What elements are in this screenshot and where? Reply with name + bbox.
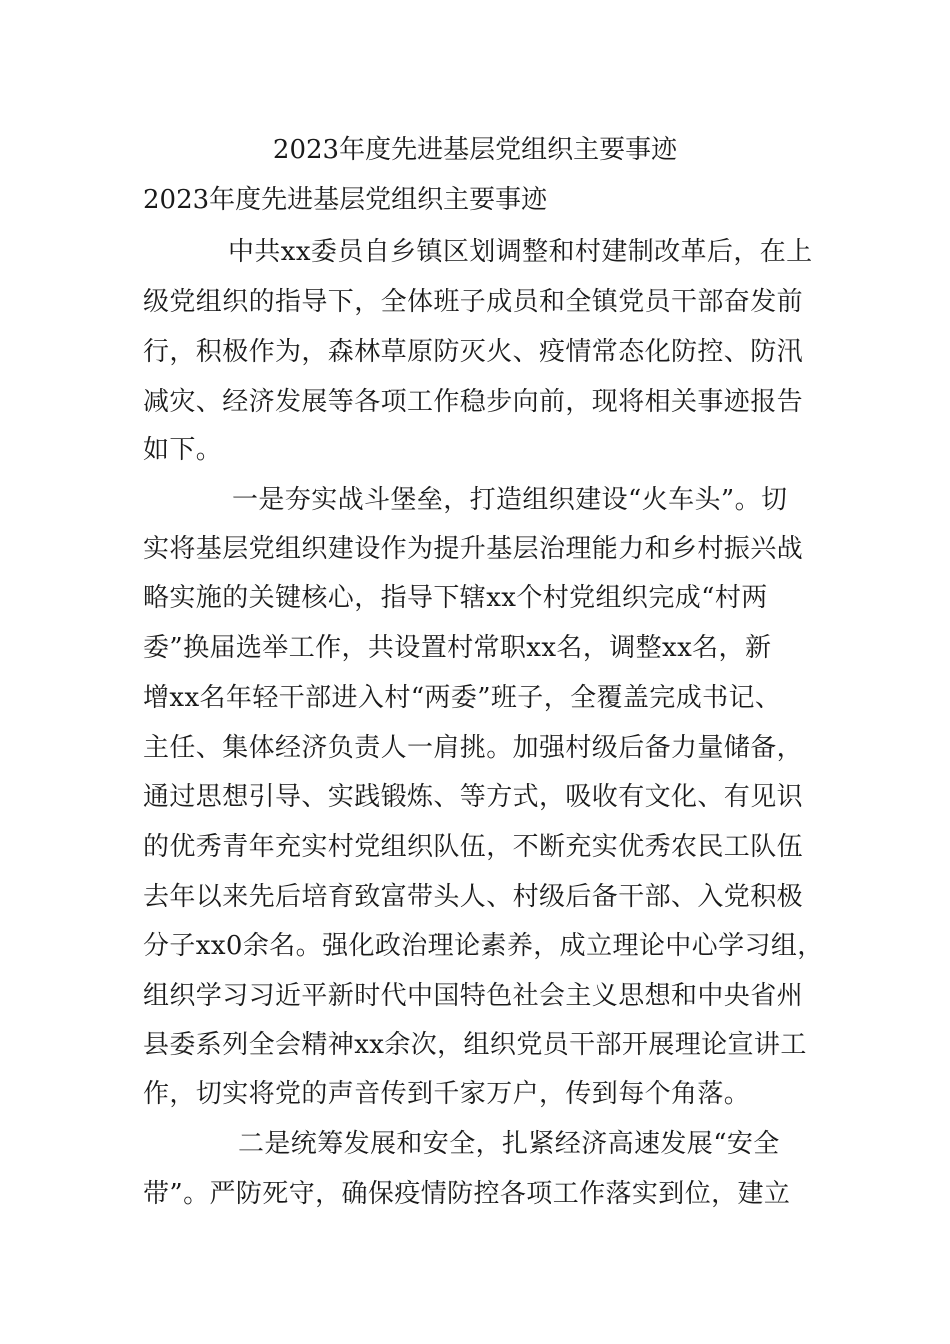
body-line: 行，积极作为，森林草原防灭火、疫情常态化防控、防汛	[143, 337, 804, 367]
body-line: 中共xx委员自乡镇区划调整和村建制改革后，在上	[228, 237, 813, 267]
document-subtitle: 2023年度先进基层党组织主要事迹	[143, 185, 548, 215]
document-title: 2023年度先进基层党组织主要事迹	[272, 135, 678, 165]
body-line: 组织学习习近平新时代中国特色社会主义思想和中央省州	[143, 981, 804, 1011]
body-line: 的优秀青年充实村党组织队伍，不断充实优秀农民工队伍	[143, 832, 804, 862]
body-line: 通过思想引导、实践锻炼、等方式，吸收有文化、有见识	[143, 782, 804, 812]
body-line: 县委系列全会精神xx余次，组织党员干部开展理论宣讲工	[143, 1030, 807, 1060]
body-line: 主任、集体经济负责人一肩挑。加强村级后备力量储备，	[143, 733, 804, 763]
body-line: 略实施的关键核心，指导下辖xx个村党组织完成“村两	[143, 583, 768, 613]
body-line: 一是夯实战斗堡垒，打造组织建设“火车头”。切	[232, 485, 788, 515]
body-line: 增xx名年轻干部进入村“两委”班子，全覆盖完成书记、	[143, 683, 782, 713]
body-line: 如下。	[143, 435, 223, 465]
body-line: 级党组织的指导下，全体班子成员和全镇党员干部奋发前	[143, 287, 804, 317]
body-line: 减灾、经济发展等各项工作稳步向前，现将相关事迹报告	[143, 387, 804, 417]
body-line: 带”。严防死守，确保疫情防控各项工作落实到位，建立	[143, 1179, 791, 1209]
body-line: 实将基层党组织建设作为提升基层治理能力和乡村振兴战	[143, 534, 804, 564]
body-line: 去年以来先后培育致富带头人、村级后备干部、入党积极	[143, 882, 804, 912]
body-line: 作，切实将党的声音传到千家万户，传到每个角落。	[143, 1079, 751, 1109]
body-line: 二是统筹发展和安全，扎紧经济高速发展“安全	[238, 1129, 780, 1159]
body-line: 分子xx0余名。强化政治理论素养，成立理论中心学习组，	[143, 931, 824, 961]
body-line: 委”换届选举工作，共设置村常职xx名，调整xx名，新	[143, 633, 772, 663]
